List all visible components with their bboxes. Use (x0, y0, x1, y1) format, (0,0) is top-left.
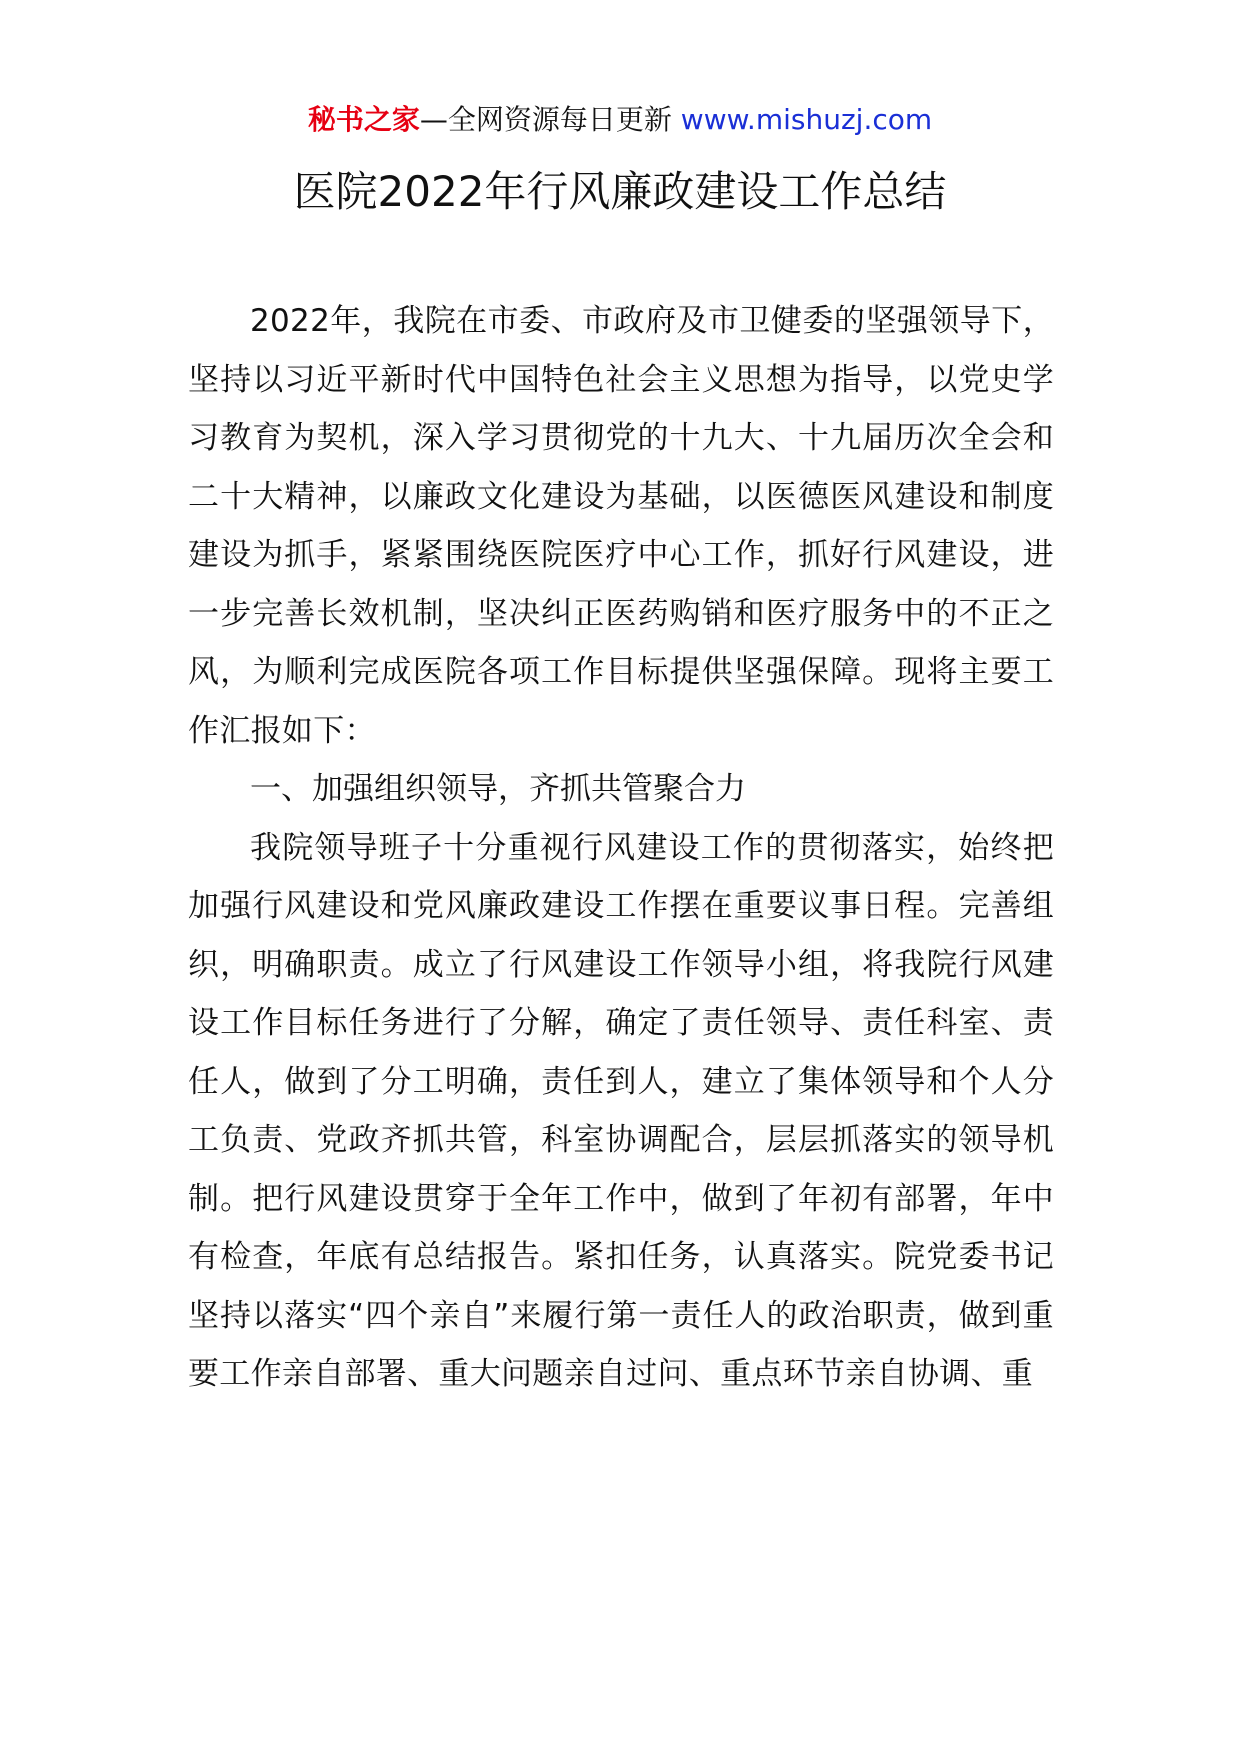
document-title: 医院2022年行风廉政建设工作总结 (293, 167, 947, 216)
section-heading: 一、加强组织领导，齐抓共管聚合力 (250, 771, 746, 807)
banner-tagline: —全网资源每日更新 (419, 103, 672, 136)
section-paragraph: 我院领导班子十分重视行风建设工作的贯彻落实，始终把加强行风建设和党风廉政建设工作摆在重要议事日程。完善组织，明确职责。成立了行风建设工作领导小组，将我院行风建设工作目标任务进行了分解，确定了责任领导、责任科室、责任人，做到了分工明确，责任到人，建立了集体领导和个人分工负责、党政齐抓共管，科室协调配合，层层抓落实的领导机制。把行风建设贯穿于全年工作中，做到了年初有部署，年中有检查，年底有总结报告。紧扣任务，认真落实。院党委书记坚持以落实“四个亲自”来履行第一责任人的政治职责，做到重要工作亲自部署、重大问题亲自过问、重点环节亲自协调、重 (188, 829, 1054, 1392)
site-banner (0, 100, 1240, 140)
intro-paragraph: 2022年，我院在市委、市政府及市卫健委的坚强领导下，坚持以习近平新时代中国特色社会主义思想为指导，以党史学习教育为契机，深入学习贯彻党的十九大、十九届历次全会和二十大精神，以廉政文化建设为基础，以医德医风建设和制度建设为抓手，紧紧围绕医院医疗中心工作，抓好行风建设，进一步完善长效机制，坚决纠正医药购销和医疗服务中的不正之风，为顺利完成医院各项工作目标提供坚强保障。现将主要工作汇报如下： (188, 303, 1054, 749)
brand-name: 秘书之家 (307, 103, 420, 136)
site-url-link[interactable]: www.mishuzj.com (680, 103, 933, 136)
document-body (188, 292, 1054, 1404)
